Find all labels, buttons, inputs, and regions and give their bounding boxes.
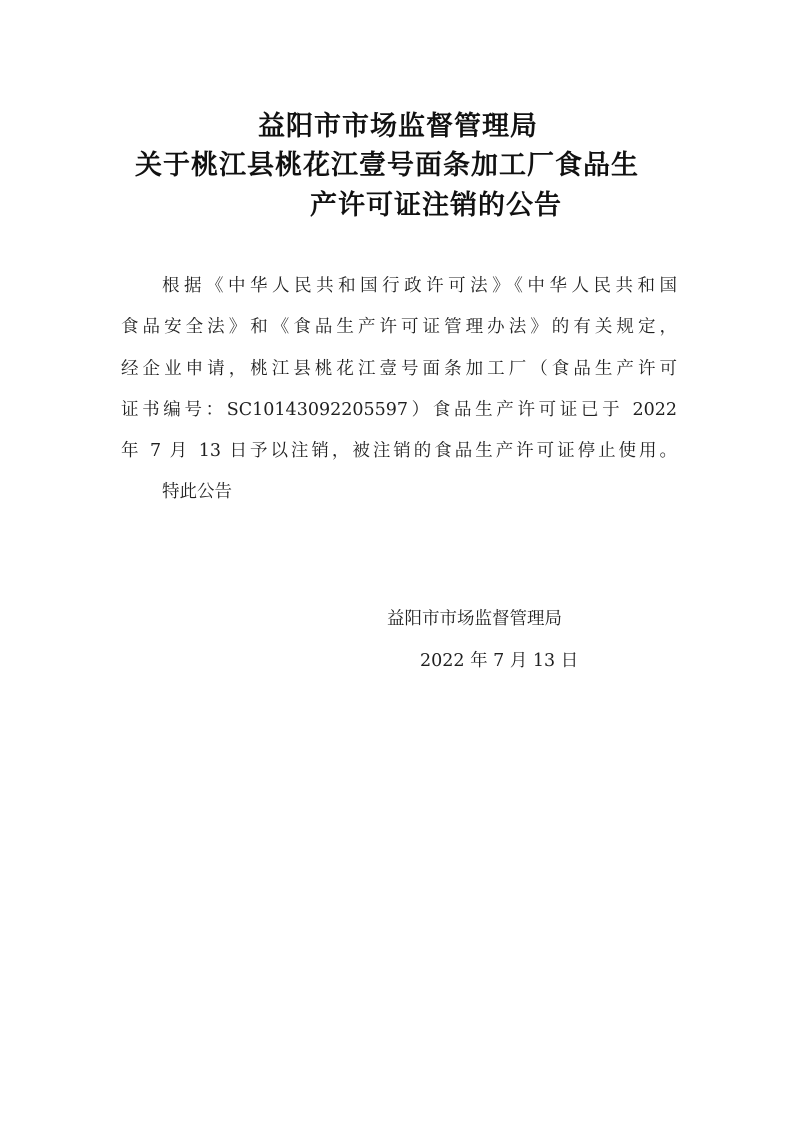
- signature-date: 2022 年 7 月 13 日: [420, 651, 579, 671]
- body-line-1: 根据《中华人民共和国行政许可法》《中华人民共和国: [162, 276, 677, 296]
- signature-organization: 益阳市市场监督管理局: [387, 609, 562, 629]
- notice-title-line-2: 关于桃江县桃花江壹号面条加工厂食品生: [135, 150, 639, 181]
- body-line-5: 年 7 月 13 日予以注销，被注销的食品生产许可证停止使用。: [121, 441, 677, 461]
- notice-title-line-3: 产许可证注销的公告: [310, 190, 562, 221]
- notice-title-line-1: 益阳市市场监督管理局: [258, 111, 538, 142]
- closing-text: 特此公告: [162, 482, 232, 502]
- body-line-4: 证书编号：SC10143092205597）食品生产许可证已于 2022: [121, 400, 677, 420]
- body-line-3: 经企业申请，桃江县桃花江壹号面条加工厂（食品生产许可: [121, 359, 677, 379]
- body-line-2: 食品安全法》和《食品生产许可证管理办法》的有关规定，: [121, 317, 677, 337]
